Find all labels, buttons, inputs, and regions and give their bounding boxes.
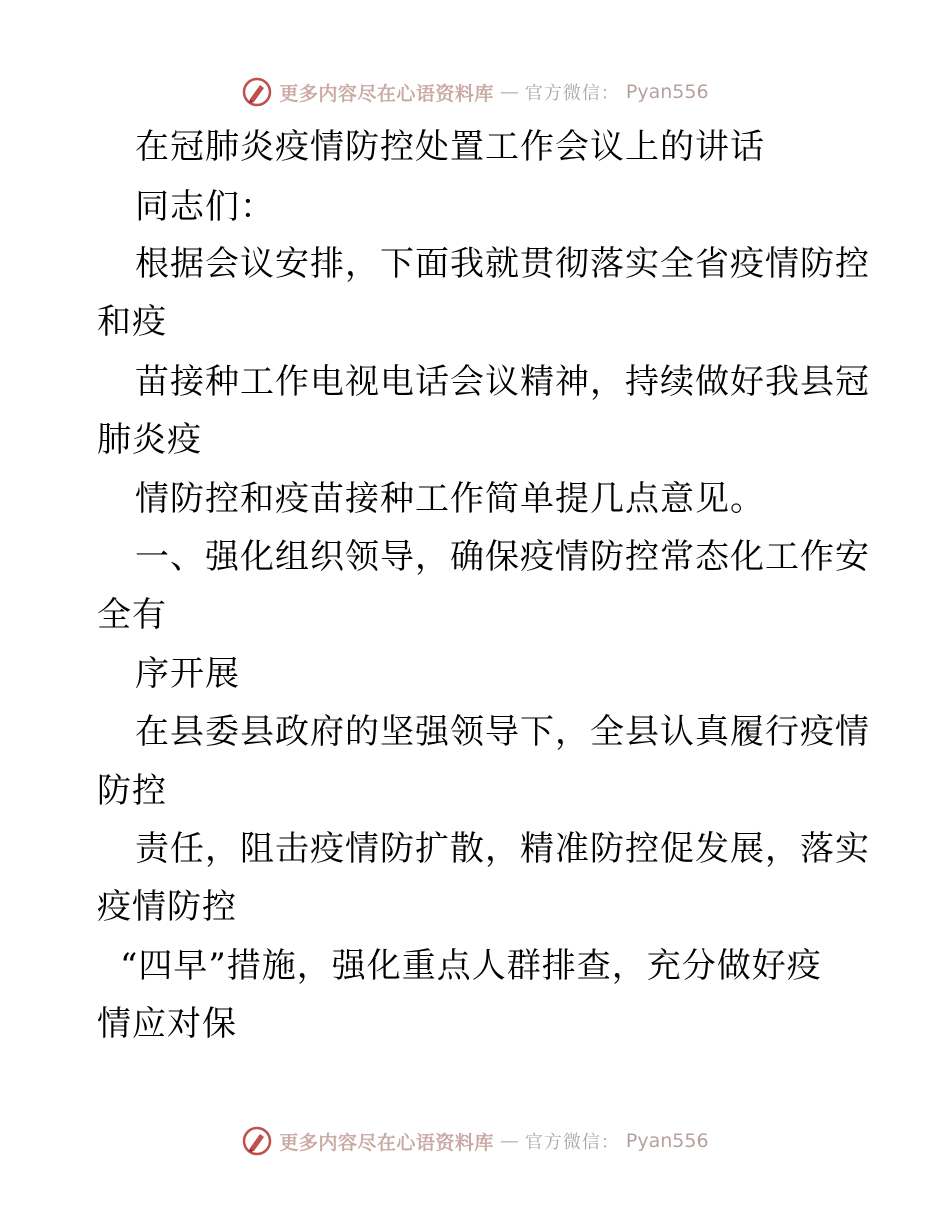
section-heading: 一、强化组织领导，确保疫情防控常态化工作安	[135, 537, 870, 577]
watermark-separator: —	[499, 1130, 519, 1152]
paragraph-line: 防控	[97, 771, 167, 811]
document-title: 在冠肺炎疫情防控处置工作会议上的讲话	[135, 127, 765, 167]
watermark-id: Pyan556	[625, 81, 709, 103]
watermark-separator: —	[499, 81, 519, 103]
watermark-brand-text: 更多内容尽在心语资料库	[279, 1131, 494, 1154]
pen-nib-circle-icon	[241, 1125, 273, 1157]
paragraph-line: 在县委县政府的坚强领导下，全县认真履行疫情	[135, 712, 870, 752]
pen-nib-circle-icon	[241, 76, 273, 108]
section-heading: 全有	[97, 595, 167, 635]
paragraph-line: 苗接种工作电视电话会议精神，持续做好我县冠	[135, 362, 870, 402]
paragraph-line: 疫情防控	[97, 887, 237, 927]
paragraph-line: 情应对保	[97, 1004, 237, 1044]
watermark-official-label: 官方微信：	[524, 83, 620, 104]
paragraph-line: 和疫	[97, 302, 167, 342]
watermark-official-label: 官方微信：	[524, 1132, 620, 1153]
paragraph-line: “四早”措施，强化重点人群排查，充分做好疫	[120, 946, 822, 986]
paragraph-line: 情防控和疫苗接种工作简单提几点意见。	[135, 479, 765, 519]
salutation: 同志们：	[135, 187, 275, 227]
watermark-id: Pyan556	[625, 1130, 709, 1152]
paragraph-line: 肺炎疫	[97, 420, 202, 460]
footer-watermark	[0, 1121, 950, 1161]
section-heading: 序开展	[135, 654, 240, 694]
header-watermark	[0, 72, 950, 112]
paragraph-line: 责任，阻击疫情防扩散，精准防控促发展，落实	[135, 829, 870, 869]
watermark-brand-text: 更多内容尽在心语资料库	[279, 82, 494, 105]
paragraph-line: 根据会议安排，下面我就贯彻落实全省疫情防控	[135, 244, 870, 284]
